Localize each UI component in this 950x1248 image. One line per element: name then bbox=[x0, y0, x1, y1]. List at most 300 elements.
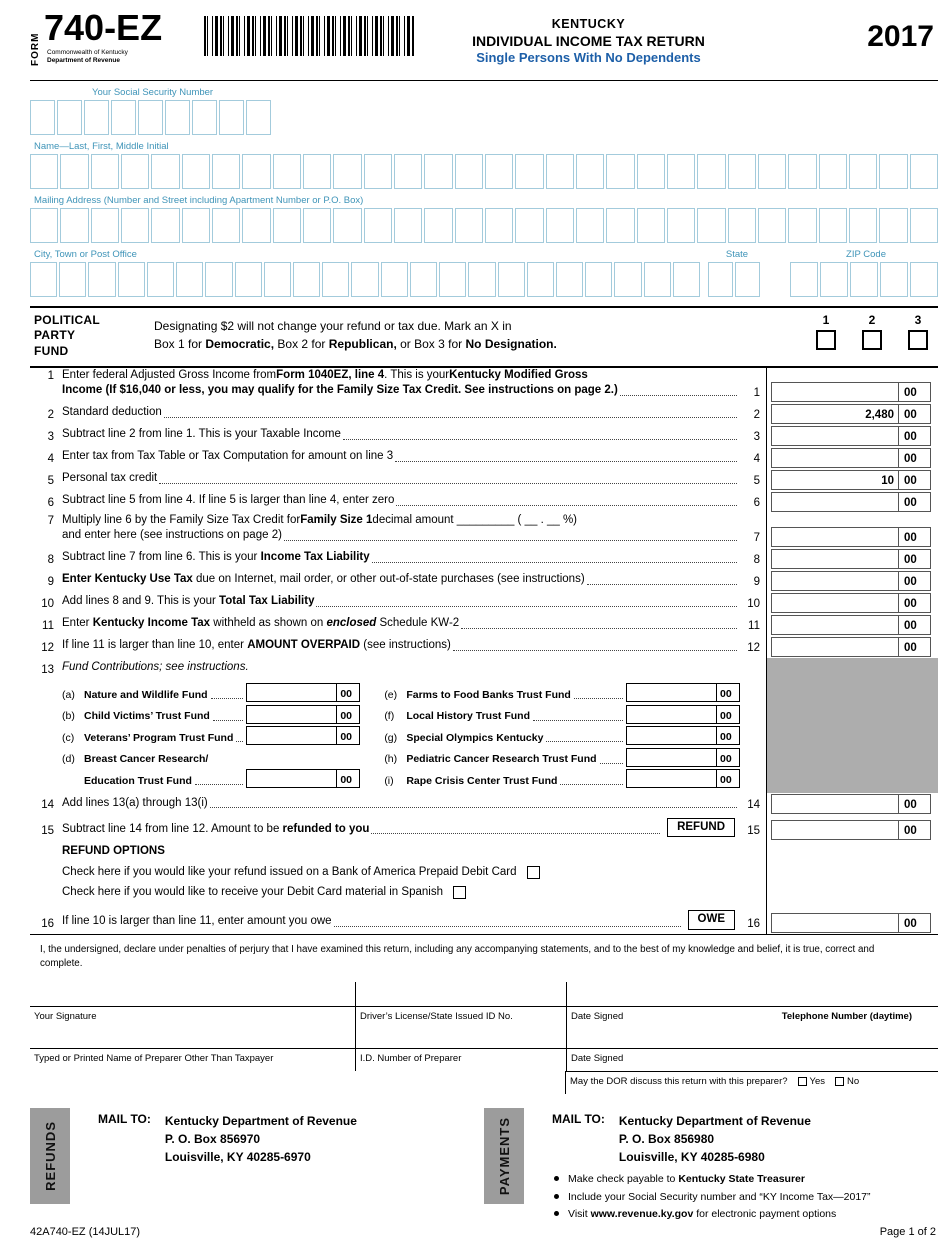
line-8-amount[interactable] bbox=[771, 549, 899, 569]
char-box[interactable] bbox=[849, 208, 877, 243]
char-box[interactable] bbox=[614, 262, 641, 297]
char-box[interactable] bbox=[176, 262, 203, 297]
fund-d-input[interactable] bbox=[247, 770, 336, 787]
page-footer bbox=[30, 1226, 938, 1242]
char-box[interactable] bbox=[697, 154, 725, 189]
fund-name: Local History Trust Fund bbox=[406, 710, 530, 723]
form-line-15 bbox=[30, 815, 938, 841]
dotted-leader bbox=[587, 584, 737, 585]
line-number bbox=[30, 789, 62, 793]
box-1-number: 1 bbox=[822, 312, 830, 327]
amount-column bbox=[766, 592, 938, 614]
text-segment: Box 2 for bbox=[274, 337, 329, 352]
char-box[interactable] bbox=[235, 262, 262, 297]
line-number: 12 bbox=[41, 641, 54, 654]
fund-key: (c) bbox=[62, 731, 75, 744]
tax-year: 2017 bbox=[867, 20, 934, 53]
form-line-3 bbox=[30, 425, 938, 447]
char-box[interactable] bbox=[333, 208, 361, 243]
line-text-wrap bbox=[62, 796, 740, 816]
char-box[interactable] bbox=[788, 208, 816, 243]
fund-f-cents: 00 bbox=[716, 706, 739, 723]
preparer-name-input[interactable] bbox=[30, 1029, 355, 1048]
char-box[interactable] bbox=[424, 154, 452, 189]
text-segment: www.revenue.ky.gov bbox=[590, 1208, 694, 1221]
char-box[interactable] bbox=[242, 208, 270, 243]
spanish-material-checkbox[interactable] bbox=[453, 886, 466, 899]
line-12-amount[interactable] bbox=[771, 637, 899, 657]
fund-e-input[interactable] bbox=[627, 684, 716, 701]
char-box[interactable] bbox=[485, 154, 513, 189]
char-box[interactable] bbox=[468, 262, 495, 297]
fund-row-b bbox=[62, 702, 360, 724]
line-6-cents: 00 bbox=[898, 492, 931, 512]
line-text-wrap bbox=[62, 405, 740, 425]
char-box[interactable] bbox=[758, 208, 786, 243]
char-box[interactable] bbox=[606, 208, 634, 243]
char-box[interactable] bbox=[546, 208, 574, 243]
payments-bullet-2 bbox=[554, 1191, 871, 1205]
refund-options-row bbox=[30, 841, 938, 908]
char-box[interactable] bbox=[165, 100, 190, 135]
city-state-zip-row bbox=[30, 262, 938, 297]
name-label: Name—Last, First, Middle Initial bbox=[34, 140, 169, 152]
char-box[interactable] bbox=[303, 208, 331, 243]
char-box[interactable] bbox=[118, 262, 145, 297]
box-2-number: 2 bbox=[868, 312, 876, 327]
dotted-leader bbox=[195, 784, 243, 785]
amount-column bbox=[766, 841, 938, 908]
char-box[interactable] bbox=[293, 262, 320, 297]
bullet-2-text bbox=[568, 1191, 871, 1205]
fund-name: Nature and Wildlife Fund bbox=[84, 688, 208, 701]
dotted-leader bbox=[453, 650, 737, 651]
fund-row-h bbox=[384, 745, 740, 767]
refund-option-2 bbox=[62, 885, 740, 901]
char-box[interactable] bbox=[182, 208, 210, 243]
fund-name: Farms to Food Banks Trust Fund bbox=[406, 688, 571, 701]
line-12-cents: 00 bbox=[898, 637, 931, 657]
fund-key: (b) bbox=[62, 710, 75, 723]
political-instructions bbox=[154, 317, 557, 360]
char-box[interactable] bbox=[576, 208, 604, 243]
line-number: 7 bbox=[47, 514, 54, 527]
line-2-amount[interactable]: 2,480 bbox=[771, 404, 899, 424]
line-text bbox=[62, 572, 585, 588]
amount-column bbox=[766, 548, 938, 570]
fund-f-input[interactable] bbox=[627, 706, 716, 723]
char-box[interactable] bbox=[880, 262, 908, 297]
refund-badge: REFUND bbox=[667, 818, 735, 838]
fund-g-cents: 00 bbox=[716, 727, 739, 744]
char-box[interactable] bbox=[527, 262, 554, 297]
char-box[interactable] bbox=[790, 262, 818, 297]
gray-block bbox=[767, 658, 938, 680]
text-segment: If line 10 is larger than line 11, enter amount you owe bbox=[62, 915, 332, 928]
political-party-fund-title bbox=[34, 313, 146, 360]
char-box[interactable] bbox=[556, 262, 583, 297]
char-box[interactable] bbox=[91, 208, 119, 243]
dor-question bbox=[566, 1071, 938, 1094]
dor-yes-checkbox[interactable] bbox=[798, 1077, 807, 1086]
char-box[interactable] bbox=[728, 154, 756, 189]
line-text-wrap bbox=[62, 638, 740, 658]
fund-b-box bbox=[246, 705, 360, 724]
text-segment: No Designation. bbox=[465, 337, 557, 352]
dotted-leader bbox=[560, 784, 623, 785]
line-number: 6 bbox=[47, 496, 54, 509]
date-signed-label: Date Signed bbox=[571, 1011, 624, 1023]
text-segment: Multiply line 6 by the Family Size Tax Credit for bbox=[62, 513, 301, 526]
line-15-amount[interactable] bbox=[771, 820, 899, 840]
fund-f-box bbox=[626, 705, 740, 724]
line-text-wrap bbox=[62, 660, 740, 680]
char-box[interactable] bbox=[364, 208, 392, 243]
char-box[interactable] bbox=[424, 208, 452, 243]
line-number: 11 bbox=[42, 619, 54, 632]
char-box[interactable] bbox=[788, 154, 816, 189]
empty-cell bbox=[355, 1071, 565, 1094]
char-box[interactable] bbox=[735, 262, 760, 297]
char-box[interactable] bbox=[57, 100, 82, 135]
fund-row-c bbox=[62, 724, 360, 746]
char-box[interactable] bbox=[303, 154, 331, 189]
line-ref: 15 bbox=[747, 825, 760, 838]
dotted-leader bbox=[334, 926, 681, 927]
fund-name: Pediatric Cancer Research Trust Fund bbox=[406, 753, 597, 766]
zip-input bbox=[790, 262, 938, 297]
fund-name: Rape Crisis Center Trust Fund bbox=[406, 774, 558, 787]
char-box[interactable] bbox=[485, 208, 513, 243]
fund-g-input[interactable] bbox=[627, 727, 716, 744]
line-3-cents: 00 bbox=[898, 426, 931, 446]
dor-no-checkbox[interactable] bbox=[835, 1077, 844, 1086]
date-signed-2-input[interactable] bbox=[567, 1029, 938, 1048]
char-box[interactable] bbox=[515, 208, 543, 243]
char-box[interactable] bbox=[410, 262, 437, 297]
prepaid-debit-card-checkbox[interactable] bbox=[527, 866, 540, 879]
text-segment: Kentucky Income Tax bbox=[92, 617, 211, 630]
char-box[interactable] bbox=[637, 208, 665, 243]
char-box[interactable] bbox=[242, 154, 270, 189]
pol-title-line1: POLITICAL bbox=[34, 312, 101, 327]
line-14-cents: 00 bbox=[898, 794, 931, 814]
line-ref: 6 bbox=[753, 496, 760, 509]
text-segment: Kentucky State Treasurer bbox=[678, 1173, 805, 1186]
text-segment: Enter bbox=[62, 617, 93, 630]
char-box[interactable] bbox=[910, 208, 938, 243]
amount-column bbox=[766, 469, 938, 491]
char-box[interactable] bbox=[273, 208, 301, 243]
char-box[interactable] bbox=[637, 154, 665, 189]
amount-column bbox=[766, 614, 938, 636]
dotted-leader bbox=[395, 461, 737, 462]
line-ref: 1 bbox=[753, 386, 760, 399]
id-number-input[interactable] bbox=[356, 982, 566, 1006]
refunds-address bbox=[165, 1112, 357, 1166]
payments-tab bbox=[484, 1108, 524, 1204]
char-box[interactable] bbox=[394, 208, 422, 243]
payments-address bbox=[619, 1112, 811, 1166]
char-box[interactable] bbox=[498, 262, 525, 297]
line-5-amount[interactable]: 10 bbox=[771, 470, 899, 490]
char-box[interactable] bbox=[439, 262, 466, 297]
char-box[interactable] bbox=[121, 208, 149, 243]
id-number-cell bbox=[355, 982, 566, 1029]
line-text-wrap bbox=[62, 572, 740, 592]
char-box[interactable] bbox=[192, 100, 217, 135]
fund-key: (a) bbox=[62, 688, 75, 701]
line-text-wrap bbox=[62, 471, 740, 491]
payments-bullets bbox=[554, 1173, 871, 1226]
char-box[interactable] bbox=[212, 154, 240, 189]
fund-b-input[interactable] bbox=[247, 706, 336, 723]
char-box[interactable] bbox=[697, 208, 725, 243]
char-box[interactable] bbox=[205, 262, 232, 297]
agency-line2: Department of Revenue bbox=[47, 57, 120, 65]
char-box[interactable] bbox=[273, 154, 301, 189]
text-segment: withheld as shown on bbox=[210, 617, 327, 630]
char-box[interactable] bbox=[182, 154, 210, 189]
fund-a-cents: 00 bbox=[336, 684, 359, 701]
form-header bbox=[30, 8, 938, 81]
fund-name: Child Victims’ Trust Fund bbox=[84, 710, 210, 723]
line-number: 1 bbox=[47, 369, 54, 382]
fund-b-cents: 00 bbox=[336, 706, 359, 723]
char-box[interactable] bbox=[59, 262, 86, 297]
char-box[interactable] bbox=[147, 262, 174, 297]
form-line-6 bbox=[30, 491, 938, 513]
line-ref: 14 bbox=[747, 799, 760, 812]
char-box[interactable] bbox=[333, 154, 361, 189]
address-label: Mailing Address (Number and Street including Apartment Number or P.O. Box) bbox=[34, 194, 364, 206]
refunds-address-line2: P. O. Box 856970 bbox=[164, 1132, 261, 1147]
char-box[interactable] bbox=[30, 100, 55, 135]
char-box[interactable] bbox=[585, 262, 612, 297]
char-box[interactable] bbox=[60, 208, 88, 243]
payments-bullet-3 bbox=[554, 1208, 871, 1222]
char-box[interactable] bbox=[455, 208, 483, 243]
char-box[interactable] bbox=[30, 262, 57, 297]
no-designation-checkbox[interactable] bbox=[908, 330, 928, 350]
line-ref: 8 bbox=[753, 553, 760, 566]
line-number: 13 bbox=[41, 663, 54, 676]
amount-column bbox=[766, 368, 938, 403]
line-text-row2 bbox=[62, 528, 740, 544]
payments-address-line3: Louisville, KY 40285-6980 bbox=[618, 1150, 765, 1165]
amount-column bbox=[766, 425, 938, 447]
line-ref: 12 bbox=[747, 641, 760, 654]
fund-name: Breast Cancer Research/ bbox=[84, 753, 209, 766]
line-number: 2 bbox=[47, 408, 54, 421]
char-box[interactable] bbox=[322, 262, 349, 297]
amount-column bbox=[766, 636, 938, 658]
text-segment: Enter federal Adjusted Gross Income from bbox=[62, 368, 277, 381]
text-segment: Include your Social Security number and “KY Income Tax—2017” bbox=[568, 1190, 871, 1203]
char-box[interactable] bbox=[819, 208, 847, 243]
char-box[interactable] bbox=[849, 154, 877, 189]
line-11-amount[interactable] bbox=[771, 615, 899, 635]
name-input bbox=[30, 154, 938, 189]
form-line-13 bbox=[30, 658, 938, 680]
republican-checkbox[interactable] bbox=[862, 330, 882, 350]
char-box[interactable] bbox=[30, 208, 58, 243]
char-box[interactable] bbox=[455, 154, 483, 189]
line-1-amount[interactable] bbox=[771, 382, 899, 402]
char-box[interactable] bbox=[381, 262, 408, 297]
line-6-amount[interactable] bbox=[771, 492, 899, 512]
payments-address-line1: Kentucky Department of Revenue bbox=[618, 1114, 811, 1129]
amount-column bbox=[766, 793, 938, 815]
line-ref: 16 bbox=[747, 917, 760, 930]
line-text bbox=[62, 914, 332, 930]
char-box[interactable] bbox=[819, 154, 847, 189]
fund-column-right bbox=[360, 681, 740, 789]
char-box[interactable] bbox=[910, 154, 938, 189]
refund-option-1-text: Check here if you would like your refund issued on a Bank of America Prepaid Debit Card bbox=[62, 865, 517, 878]
line-text-wrap bbox=[62, 368, 740, 403]
fund-i-input[interactable] bbox=[627, 770, 716, 787]
char-box[interactable] bbox=[88, 262, 115, 297]
line-3-amount[interactable] bbox=[771, 426, 899, 446]
line-number: 5 bbox=[47, 474, 54, 487]
yes-label: Yes bbox=[809, 1076, 826, 1088]
char-box[interactable] bbox=[212, 208, 240, 243]
no-label: No bbox=[847, 1076, 860, 1088]
democratic-checkbox[interactable] bbox=[816, 330, 836, 350]
form-title-block bbox=[472, 16, 705, 67]
refunds-mailto-label: MAIL TO: bbox=[98, 1112, 151, 1127]
char-box[interactable] bbox=[84, 100, 109, 135]
fund-key: (d) bbox=[62, 753, 75, 766]
char-box[interactable] bbox=[910, 262, 938, 297]
fund-c-input[interactable] bbox=[247, 727, 336, 744]
line-14-amount[interactable] bbox=[771, 794, 899, 814]
char-box[interactable] bbox=[576, 154, 604, 189]
line-text bbox=[62, 796, 208, 812]
text-segment: Democratic, bbox=[205, 337, 275, 352]
amount-column bbox=[766, 815, 938, 841]
line-10-cents: 00 bbox=[898, 593, 931, 613]
char-box[interactable] bbox=[667, 208, 695, 243]
line-9-amount[interactable] bbox=[771, 571, 899, 591]
char-box[interactable] bbox=[111, 100, 136, 135]
line-number: 3 bbox=[47, 430, 54, 443]
char-box[interactable] bbox=[546, 154, 574, 189]
form-title: INDIVIDUAL INCOME TAX RETURN bbox=[472, 33, 705, 50]
char-box[interactable] bbox=[364, 154, 392, 189]
fund-h-box bbox=[626, 748, 740, 767]
char-box[interactable] bbox=[758, 154, 786, 189]
political-party-fund-section bbox=[30, 306, 938, 368]
text-segment: refunded to you bbox=[282, 822, 370, 835]
line-text bbox=[62, 822, 369, 838]
char-box[interactable] bbox=[820, 262, 848, 297]
char-box[interactable] bbox=[673, 262, 700, 297]
preparer-id-label: I.D. Number of Preparer bbox=[356, 1048, 566, 1071]
text-segment: enclosed bbox=[326, 617, 377, 630]
line-16-amount[interactable] bbox=[771, 913, 899, 933]
text-segment: Subtract line 7 from line 6. This is your bbox=[62, 551, 261, 564]
refund-options bbox=[62, 841, 740, 908]
line-text-wrap bbox=[62, 427, 740, 447]
fund-h-input[interactable] bbox=[627, 749, 716, 766]
char-box[interactable] bbox=[30, 154, 58, 189]
char-box[interactable] bbox=[708, 262, 733, 297]
line-text bbox=[62, 513, 740, 529]
line-ref: 11 bbox=[748, 619, 760, 632]
line-text bbox=[62, 405, 162, 421]
line-7-amount[interactable] bbox=[771, 527, 899, 547]
bullet-icon bbox=[554, 1194, 559, 1199]
text-segment: or Box 3 for bbox=[396, 337, 466, 352]
preparer-id-input[interactable] bbox=[356, 1029, 566, 1048]
char-box[interactable] bbox=[728, 208, 756, 243]
char-box[interactable] bbox=[91, 154, 119, 189]
char-box[interactable] bbox=[667, 154, 695, 189]
line-4-amount[interactable] bbox=[771, 448, 899, 468]
political-instruction-line2 bbox=[154, 335, 557, 354]
char-box[interactable] bbox=[879, 208, 907, 243]
char-box[interactable] bbox=[60, 154, 88, 189]
fund-a-input[interactable] bbox=[247, 684, 336, 701]
fund-name: Veterans’ Program Trust Fund bbox=[84, 731, 234, 744]
signature-input[interactable] bbox=[30, 982, 355, 1006]
line-text-wrap bbox=[62, 550, 740, 570]
political-col-2 bbox=[862, 313, 882, 360]
char-box[interactable] bbox=[606, 154, 634, 189]
char-box[interactable] bbox=[121, 154, 149, 189]
date-phone-labels bbox=[567, 1006, 938, 1029]
text-segment: Income (If $16,040 or less, you may qualify for the Family Size Tax Credit. See instructions on page 2.) bbox=[62, 384, 618, 397]
line-text bbox=[62, 660, 249, 676]
form-number: 740-EZ bbox=[44, 7, 163, 48]
char-box[interactable] bbox=[879, 154, 907, 189]
preparer-id-cell bbox=[355, 1029, 566, 1071]
char-box[interactable] bbox=[351, 262, 378, 297]
line-text-wrap bbox=[62, 594, 740, 614]
char-box[interactable] bbox=[151, 154, 179, 189]
preparer-name-cell bbox=[30, 1029, 355, 1071]
dotted-leader bbox=[284, 540, 737, 541]
text-segment: for electronic payment options bbox=[693, 1208, 837, 1221]
date-signed-input[interactable] bbox=[567, 982, 938, 1006]
city-state-zip-labels bbox=[30, 243, 938, 262]
char-box[interactable] bbox=[394, 154, 422, 189]
char-box[interactable] bbox=[151, 208, 179, 243]
char-box[interactable] bbox=[246, 100, 271, 135]
line-number: 9 bbox=[47, 575, 54, 588]
dotted-leader bbox=[236, 741, 243, 742]
char-box[interactable] bbox=[138, 100, 163, 135]
char-box[interactable] bbox=[515, 154, 543, 189]
char-box[interactable] bbox=[219, 100, 244, 135]
fund-contributions-grid bbox=[62, 680, 740, 790]
char-box[interactable] bbox=[264, 262, 291, 297]
char-box[interactable] bbox=[850, 262, 878, 297]
fund-a-box bbox=[246, 683, 360, 702]
text-segment: decimal amount _________ ( __ . __ %) bbox=[372, 513, 577, 526]
bullet-icon bbox=[554, 1176, 559, 1181]
line-10-amount[interactable] bbox=[771, 593, 899, 613]
fund-row-a bbox=[62, 681, 360, 703]
char-box[interactable] bbox=[644, 262, 671, 297]
line-text-wrap bbox=[62, 818, 740, 842]
line-11-cents: 00 bbox=[898, 615, 931, 635]
dotted-leader bbox=[211, 698, 244, 699]
line-text bbox=[62, 449, 393, 465]
political-checkboxes bbox=[816, 313, 938, 360]
